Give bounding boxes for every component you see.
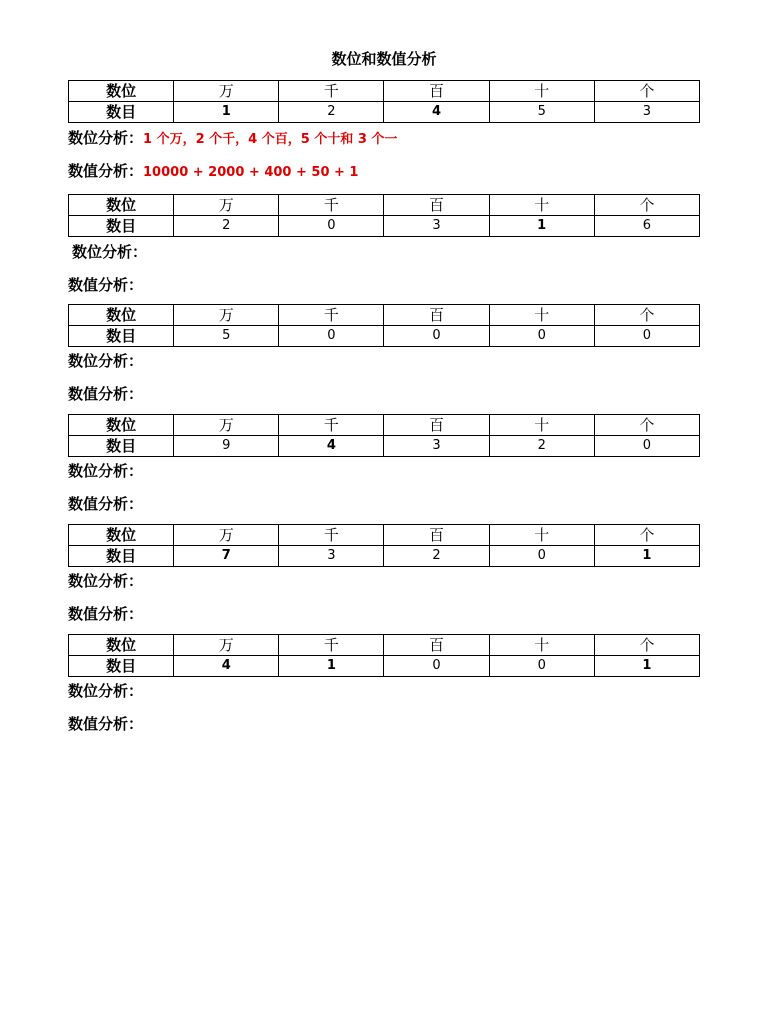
col-ge: 个 (594, 81, 699, 102)
value-analysis-2 (68, 274, 143, 295)
digit-qian: 4 (279, 436, 384, 457)
digit-shi: 0 (489, 326, 594, 347)
page-title: 数位和数值分析 (331, 50, 437, 68)
digit-ge: 6 (594, 216, 699, 237)
digit-ge: 3 (594, 102, 699, 123)
place-analysis-5 (68, 570, 143, 591)
place-analysis-label: 数位分析： (72, 243, 148, 261)
digit-shi: 2 (489, 436, 594, 457)
value-analysis-label: 数值分析： (68, 605, 144, 623)
place-row-label: 数位 (69, 415, 174, 436)
col-qian: 千 (279, 305, 384, 326)
value-analysis-3 (68, 383, 143, 404)
place-row-label: 数位 (69, 81, 174, 102)
value-analysis-6 (68, 713, 143, 734)
place-row (69, 415, 700, 436)
place-analysis-label: 数位分析： (68, 682, 144, 700)
col-wan: 万 (174, 305, 279, 326)
count-row (69, 102, 700, 123)
col-bai: 百 (384, 305, 489, 326)
digit-bai: 0 (384, 656, 489, 677)
digit-wan: 5 (174, 326, 279, 347)
digit-table-3 (68, 304, 700, 347)
value-analysis-label: 数值分析： (68, 715, 144, 733)
digit-qian: 0 (279, 216, 384, 237)
digit-qian: 3 (279, 546, 384, 567)
col-ge: 个 (594, 305, 699, 326)
count-row-label: 数目 (69, 656, 174, 677)
digit-shi: 0 (489, 546, 594, 567)
value-analysis-4 (68, 493, 143, 514)
place-row (69, 635, 700, 656)
digit-shi: 1 (489, 216, 594, 237)
col-ge: 个 (594, 635, 699, 656)
digit-wan: 9 (174, 436, 279, 457)
col-bai: 百 (384, 195, 489, 216)
value-analysis-label: 数值分析： (68, 385, 144, 403)
digit-table-1 (68, 80, 700, 123)
digit-qian: 1 (279, 656, 384, 677)
digit-bai: 3 (384, 216, 489, 237)
col-shi: 十 (489, 525, 594, 546)
digit-qian: 2 (279, 102, 384, 123)
count-row-label: 数目 (69, 102, 174, 123)
place-analysis-2 (72, 241, 147, 262)
col-wan: 万 (174, 635, 279, 656)
value-analysis-answer: 10000 + 2000 + 400 + 50 + 1 (143, 165, 359, 180)
place-analysis-label: 数位分析： (68, 462, 144, 480)
col-qian: 千 (279, 81, 384, 102)
count-row-label: 数目 (69, 546, 174, 567)
place-analysis-label: 数位分析： (68, 129, 144, 147)
digit-ge: 1 (594, 546, 699, 567)
col-shi: 十 (489, 81, 594, 102)
col-shi: 十 (489, 195, 594, 216)
col-wan: 万 (174, 415, 279, 436)
digit-table-2 (68, 194, 700, 237)
count-row (69, 436, 700, 457)
place-analysis-label: 数位分析： (68, 352, 144, 370)
value-analysis-5 (68, 603, 143, 624)
col-qian: 千 (279, 525, 384, 546)
value-analysis-1 (68, 160, 358, 181)
digit-shi: 5 (489, 102, 594, 123)
digit-wan: 2 (174, 216, 279, 237)
digit-bai: 3 (384, 436, 489, 457)
digit-ge: 0 (594, 436, 699, 457)
place-analysis-3 (68, 350, 143, 371)
col-bai: 百 (384, 81, 489, 102)
count-row (69, 216, 700, 237)
digit-ge: 0 (594, 326, 699, 347)
col-ge: 个 (594, 525, 699, 546)
digit-wan: 1 (174, 102, 279, 123)
col-ge: 个 (594, 195, 699, 216)
place-row-label: 数位 (69, 195, 174, 216)
count-row-label: 数目 (69, 436, 174, 457)
digit-shi: 0 (489, 656, 594, 677)
digit-table-6 (68, 634, 700, 677)
place-analysis-6 (68, 680, 143, 701)
digit-bai: 4 (384, 102, 489, 123)
digit-table-5 (68, 524, 700, 567)
col-wan: 万 (174, 195, 279, 216)
col-wan: 万 (174, 525, 279, 546)
count-row-label: 数目 (69, 326, 174, 347)
digit-wan: 4 (174, 656, 279, 677)
col-ge: 个 (594, 415, 699, 436)
value-analysis-label: 数值分析： (68, 495, 144, 513)
place-row-label: 数位 (69, 305, 174, 326)
place-row (69, 525, 700, 546)
place-row-label: 数位 (69, 635, 174, 656)
value-analysis-label: 数值分析： (68, 162, 144, 180)
count-row (69, 546, 700, 567)
place-analysis-1 (68, 127, 397, 148)
col-bai: 百 (384, 525, 489, 546)
place-analysis-answer: 1 个万，2 个千，4 个百，5 个十和 3 个一 (143, 132, 398, 147)
col-shi: 十 (489, 305, 594, 326)
digit-ge: 1 (594, 656, 699, 677)
place-analysis-label: 数位分析： (68, 572, 144, 590)
digit-table-4 (68, 414, 700, 457)
digit-qian: 0 (279, 326, 384, 347)
col-shi: 十 (489, 415, 594, 436)
place-row (69, 305, 700, 326)
count-row (69, 656, 700, 677)
digit-wan: 7 (174, 546, 279, 567)
value-analysis-label: 数值分析： (68, 276, 144, 294)
col-shi: 十 (489, 635, 594, 656)
count-row (69, 326, 700, 347)
count-row-label: 数目 (69, 216, 174, 237)
col-wan: 万 (174, 81, 279, 102)
col-qian: 千 (279, 635, 384, 656)
col-bai: 百 (384, 635, 489, 656)
place-row (69, 81, 700, 102)
col-qian: 千 (279, 195, 384, 216)
digit-bai: 0 (384, 326, 489, 347)
digit-bai: 2 (384, 546, 489, 567)
place-analysis-4 (68, 460, 143, 481)
place-row (69, 195, 700, 216)
col-qian: 千 (279, 415, 384, 436)
place-row-label: 数位 (69, 525, 174, 546)
col-bai: 百 (384, 415, 489, 436)
